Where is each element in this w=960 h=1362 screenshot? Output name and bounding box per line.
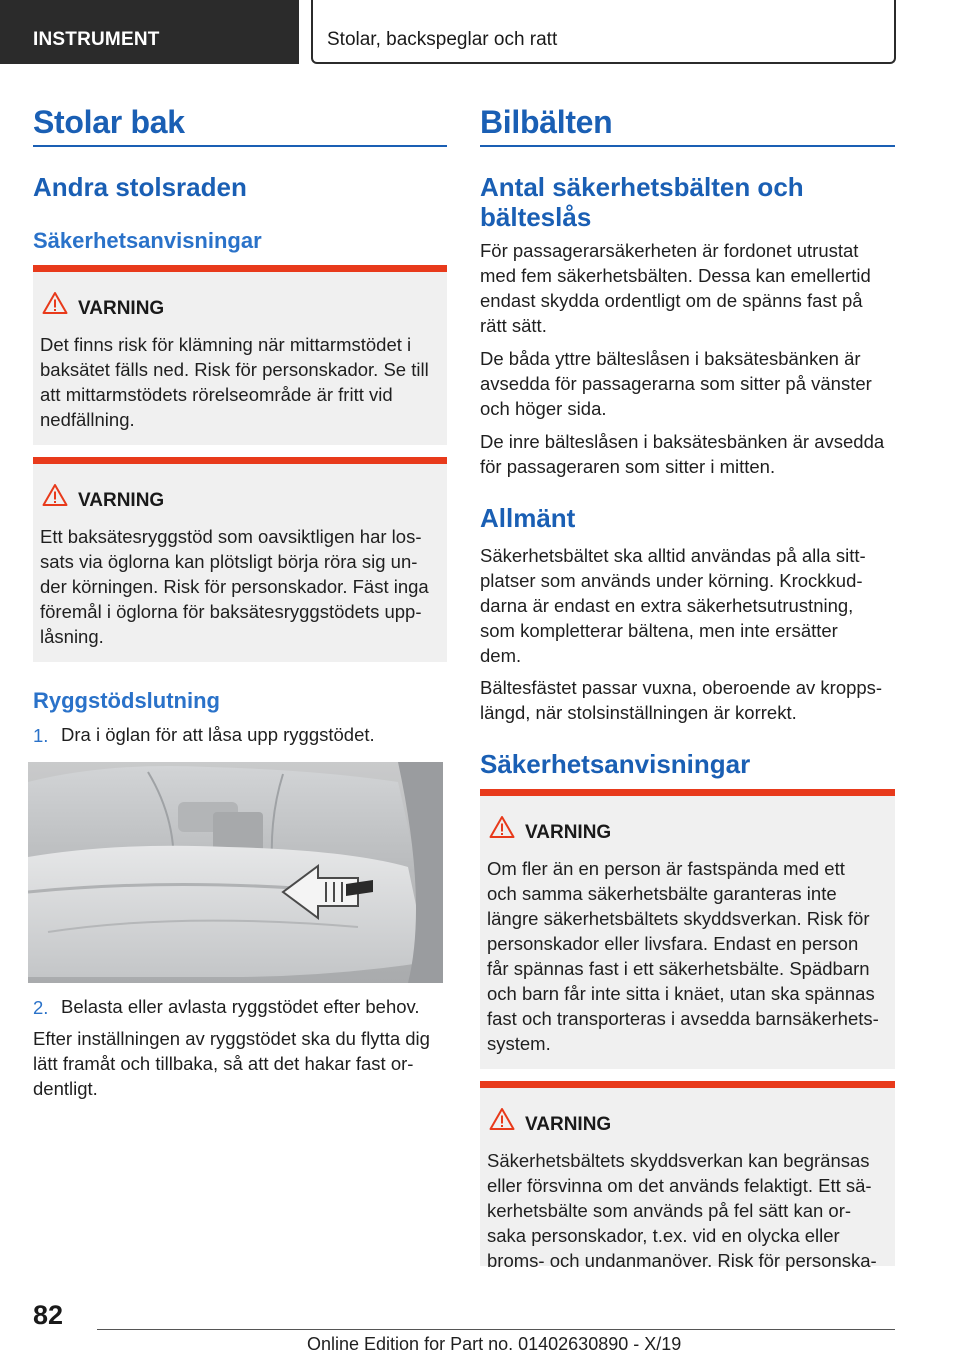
- warning-line: Ett baksätesryggstöd som oavsiktligen har los-: [40, 526, 422, 547]
- subtitle-belts-line: Antal säkerhetsbälten och: [480, 172, 804, 202]
- body-line: som kompletterar bältena, men inte ersätter: [480, 620, 838, 641]
- warning-line: Om fler än en person är fastspända med ett: [487, 858, 845, 879]
- warning-line: der körningen. Risk för personskador. Fäst inga: [40, 576, 429, 597]
- warning-line: fast och transporteras i avsedda barnsäkerhets-: [487, 1008, 879, 1029]
- title-rule-right: [480, 145, 895, 147]
- step-text: Belasta eller avlasta ryggstödet efter behov.: [61, 996, 420, 1017]
- warning-line: eller försvinna om det används felaktigt. Ett sä-: [487, 1175, 872, 1196]
- body-line: Efter inställningen av ryggstödet ska du flytta dig: [33, 1028, 430, 1049]
- recline-heading: Ryggstödslutning: [33, 688, 220, 713]
- body-line: och höger sida.: [480, 398, 607, 419]
- warning-line: låsning.: [40, 626, 104, 647]
- rear-seat-illustration: [28, 762, 443, 983]
- title-rule-left: [33, 145, 447, 147]
- warning-box-1: [33, 265, 447, 445]
- warning-line: föremål i öglorna för baksätesryggstödets upp-: [40, 601, 422, 622]
- page-title-right: Bilbälten: [480, 104, 613, 140]
- warning-line: baksätet fälls ned. Risk för personskador. Se till: [40, 359, 429, 380]
- header-chapter-tab: [311, 0, 896, 64]
- safety-heading-right: Säkerhetsanvisningar: [480, 749, 751, 779]
- warning-line: längre säkerhetsbältets skyddsverkan. Risk för: [487, 908, 870, 929]
- warning-line: sats via öglorna kan plötsligt börja röra sig un-: [40, 551, 418, 572]
- warning-triangle-icon: [42, 483, 68, 507]
- body-line: dem.: [480, 645, 522, 666]
- body-line: dentligt.: [33, 1078, 98, 1099]
- warning-box-2: [33, 457, 447, 662]
- page-number: 82: [33, 1300, 64, 1330]
- warning-line: att mittarmstödets rörelseområde är fritt vid: [40, 384, 393, 405]
- warning-box-4: [480, 1081, 895, 1271]
- body-line: Säkerhetsbältet ska alltid användas på alla sitt-: [480, 545, 866, 566]
- warning-line: får spännas fast i ett säkerhetsbälte. Spädbarn: [487, 958, 870, 979]
- safety-heading-left: Säkerhetsanvisningar: [33, 228, 262, 253]
- subtitle-belts-line: bälteslås: [480, 202, 592, 232]
- warning-triangle-icon: [489, 815, 515, 839]
- body-line: rätt sätt.: [480, 315, 547, 336]
- body-line: längd, när stolsinställningen är korrekt.: [480, 702, 797, 723]
- warning-line: Det finns risk för klämning när mittarmstödet i: [40, 334, 412, 355]
- step-text: Dra i öglan för att låsa upp ryggstödet.: [61, 724, 375, 745]
- body-line: De båda yttre bälteslåsen i baksätesbänken är: [480, 348, 861, 369]
- warning-line: Säkerhetsbältets skyddsverkan kan begränsas: [487, 1150, 870, 1171]
- body-line: för passageraren som sitter i mitten.: [480, 456, 776, 477]
- warning-line: kerhetsbälte som används på fel sätt kan or-: [487, 1200, 852, 1221]
- step-number: 1.: [33, 725, 49, 746]
- body-line: med fem säkerhetsbälten. Dessa kan emellertid: [480, 265, 871, 286]
- header-section-tab: [0, 0, 299, 64]
- header-chapter-label: Stolar, backspeglar och ratt: [327, 29, 558, 50]
- warning-triangle-icon: [42, 291, 68, 315]
- body-line: platser som används under körning. Krockkud-: [480, 570, 863, 591]
- body-line: De inre bälteslåsen i baksätesbänken är avsedda: [480, 431, 885, 452]
- warning-box-3: [480, 789, 895, 1069]
- warning-line: och samma säkerhetsbälte garanteras inte: [487, 883, 837, 904]
- warning-label: VARNING: [78, 298, 165, 319]
- warning-line: system.: [487, 1033, 551, 1054]
- body-line: darna är endast en extra säkerhetsutrustning,: [480, 595, 854, 616]
- footer-edition: Online Edition for Part no. 01402630890 - X/19: [307, 1334, 682, 1354]
- footer-rule: [97, 1329, 895, 1330]
- body-line: För passagerarsäkerheten är fordonet utrustat: [480, 240, 859, 261]
- page-title-left: Stolar bak: [33, 104, 185, 140]
- warning-line: broms- och undanmanöver. Risk för personska-: [487, 1250, 877, 1271]
- warning-label: VARNING: [525, 822, 612, 843]
- header-section-label: INSTRUMENT: [33, 29, 160, 50]
- step-number: 2.: [33, 997, 49, 1018]
- warning-label: VARNING: [78, 490, 165, 511]
- body-line: avsedda för passagerarna som sitter på vänster: [480, 373, 872, 394]
- warning-triangle-icon: [489, 1107, 515, 1131]
- body-line: Bältesfästet passar vuxna, oberoende av kropps-: [480, 677, 883, 698]
- body-line: endast skydda ordentligt om de spänns fast på: [480, 290, 863, 311]
- general-heading: Allmänt: [480, 503, 576, 533]
- body-line: lätt framåt och tillbaka, så att det hakar fast or-: [33, 1053, 414, 1074]
- warning-line: nedfällning.: [40, 409, 135, 430]
- warning-line: saka personskador, t.ex. vid en olycka eller: [487, 1225, 840, 1246]
- warning-label: VARNING: [525, 1114, 612, 1135]
- warning-line: och barn får inte sitta i knäet, utan ska spännas: [487, 983, 875, 1004]
- subtitle-second-row: Andra stolsraden: [33, 172, 247, 202]
- warning-line: personskador eller livsfara. Endast en person: [487, 933, 859, 954]
